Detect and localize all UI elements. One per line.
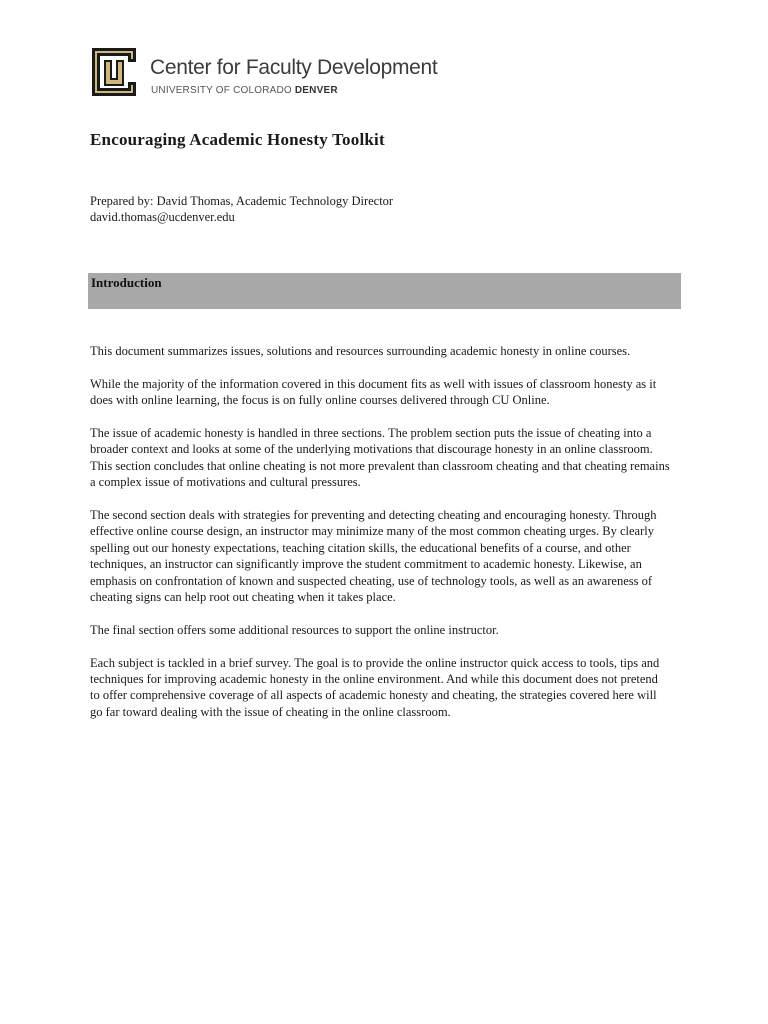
university-campus: DENVER — [294, 85, 338, 96]
paragraph: The second section deals with strategies for preventing and detecting cheating and encouraging honesty. Through effective online course design, an instructor may minimize many of the most common cheating urges. By clearly spelling out our honesty expectations, teaching citation skills, the educational benefits of a course, and other techniques, an instructor can significantly improve the student commitment to academic honesty. Likewise, an emphasis on confrontation of known and suspected cheating, use of technology tools, as well as an awareness of cheating signs can help root out cheating when it takes place. — [90, 508, 657, 605]
author-email: david.thomas@ucdenver.edu — [90, 210, 235, 224]
paragraph: While the majority of the information covered in this document fits as well with issues of classroom honesty as it does with online learning, the focus is on fully online courses delivered through CU Online. — [90, 376, 657, 408]
author-block — [90, 193, 393, 225]
paragraph: The issue of academic honesty is handled in three sections. The problem section puts the issue of cheating into a broader context and looks at some of the underlying motivations that discourage honesty in an online classroom. This section concludes that online cheating is not more prevalent than classroom cheating and that cheating remains a complex issue of motivations and cultural pressures. — [90, 426, 670, 490]
university-prefix: UNIVERSITY OF COLORADO — [151, 85, 292, 96]
paragraph: Each subject is tackled in a brief survey. The goal is to provide the online instructor quick access to tools, tips and techniques for improving academic honesty in the online environment. And while this document does not pretend to offer comprehensive coverage of all aspects of academic honesty and cheating, the strategies covered here will go far toward dealing with the issue of cheating in the online classroom. — [90, 655, 660, 719]
section-heading-bar — [88, 273, 681, 309]
document-header — [90, 44, 438, 100]
cu-logo-icon — [90, 44, 138, 100]
prepared-by: Prepared by: David Thomas, Academic Technology Director — [90, 194, 394, 208]
paragraph: The final section offers some additional resources to support the online instructor. — [90, 622, 499, 637]
org-name: Center for Faculty Development — [150, 56, 438, 79]
section-body — [90, 343, 670, 737]
paragraph: This document summarizes issues, solutions and resources surrounding academic honesty in online courses. — [90, 344, 631, 358]
university-name — [151, 85, 338, 96]
section-heading: Introduction — [91, 275, 162, 290]
document-title: Encouraging Academic Honesty Toolkit — [90, 130, 385, 149]
